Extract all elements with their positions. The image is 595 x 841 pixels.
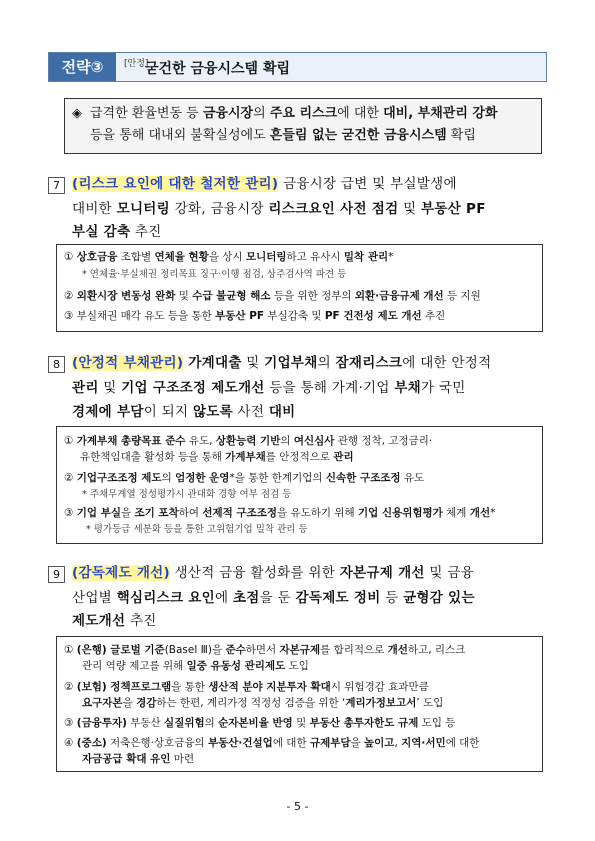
s7-item-2: ② 외환시장 변동성 완화 및 수급 불균형 해소 등을 위한 정부의 외환·금융규제 개선 등 지원	[64, 290, 481, 302]
s8-item-1: ① 가계부채 총량목표 준수 유도, 상환능력 기반의 여신심사 관행 정착, 고정금리·	[64, 435, 433, 447]
s8-item-1-cont: 유한책임대출 활성화 등을 통해 가계부채를 안정적으로 관리	[80, 451, 354, 463]
s9-heading-2: 산업별 핵심리스크 요인에 초점을 둔 감독제도 정비 등 균형감 있는	[72, 590, 475, 606]
s7-heading-3: 부실 감축 추진	[72, 224, 162, 240]
s9-item-1: ① (은행) 글로벌 기준(Basel Ⅲ)을 준수하면서 자본규제를 합리적으로 개선하고, 리스크	[64, 644, 466, 656]
s8-item-2: ② 기업구조조정 제도의 엄정한 운영*을 통한 한계기업의 신속한 구조조정 유도	[64, 472, 425, 484]
diamond-icon: ◈	[72, 106, 82, 121]
summary-line-1: 급격한 환율변동 등 금융시장의 주요 리스크에 대한 대비, 부채관리 강화	[90, 106, 498, 121]
section-number-8: 8	[48, 356, 65, 373]
s9-item-1-cont: 관리 역량 제고를 위해 일중 유동성 관리제도 도입	[82, 660, 309, 672]
s8-item-3: ③ 기업 부실을 조기 포착하여 선제적 구조조정을 유도하기 위해 기업 신용위험평가 체계 개선*	[64, 507, 496, 519]
strategy-tag: 전략③	[49, 53, 116, 81]
strategy-header-bar	[48, 52, 547, 82]
s8-heading-1: (안정적 부채관리) 가계대출 및 기업부채의 잠재리스크에 대한 안정적	[72, 355, 492, 371]
s8-note-2: * 주채무계열 정성평가시 관대화 경향 여부 점검 등	[82, 489, 292, 500]
strategy-subtag: [안정]	[124, 59, 149, 69]
s7-item-1: ① 상호금융 조합별 연체율 현황을 상시 모니터링하고 유사시 밀착 관리*	[64, 251, 394, 263]
summary-line-2: 등을 통해 대내외 불확실성에도 흔들림 없는 굳건한 금융시스템 확립	[90, 128, 476, 143]
strategy-title: 굳건한 금융시스템 확립	[145, 61, 290, 77]
s9-item-4-cont: 자금공급 확대 유인 마련	[82, 753, 195, 765]
s7-note-1: * 연체율·부실채권 정리목표 징구·이행 점검, 상주검사역 파견 등	[82, 269, 347, 280]
s9-item-4: ④ (중소) 저축은행·상호금융의 부동산·건설업에 대한 규제부담을 높이고, 지역·서민에 대한	[64, 737, 480, 749]
section-number-7: 7	[48, 177, 65, 194]
s9-heading-3: 제도개선 추진	[72, 613, 157, 629]
section-number-9: 9	[48, 566, 65, 583]
s9-heading-1: (감독제도 개선) 생산적 금융 활성화를 위한 자본규제 개선 및 금융	[72, 565, 474, 581]
s7-heading-2: 대비한 모니터링 강화, 금융시장 리스크요인 사전 점검 및 부동산 PF	[72, 201, 486, 217]
s8-heading-3: 경제에 부담이 되지 않도록 사전 대비	[72, 404, 296, 420]
s9-item-3: ③ (금융투자) 부동산 실질위험의 순자본비율 반영 및 부동산 총투자한도 규제 도입 등	[64, 717, 456, 729]
s8-note-3: * 평가등급 세분화 등을 통한 고위험기업 밀착 관리 등	[86, 524, 308, 535]
s7-item-3: ③ 부실채권 매각 유도 등을 통한 부동산 PF 부실감축 및 PF 건전성 제도 개선 추진	[64, 310, 446, 322]
page-number: - 5 -	[286, 800, 309, 813]
s9-item-2: ② (보험) 정책프로그램을 통한 생산적 분야 지분투자 확대시 위험경감 효과만큼	[64, 681, 429, 693]
s7-heading-1: (리스크 요인에 대한 철저한 관리) 금융시장 급변 및 부실발생에	[72, 176, 457, 192]
s9-item-2-cont: 요구자본을 경감하는 한편, 계리가정 적정성 검증을 위한 ‘계리가정보고서’ 도입	[82, 697, 444, 709]
s8-heading-2: 관리 및 기업 구조조정 제도개선 등을 통해 가계·기업 부채가 국민	[72, 380, 466, 396]
